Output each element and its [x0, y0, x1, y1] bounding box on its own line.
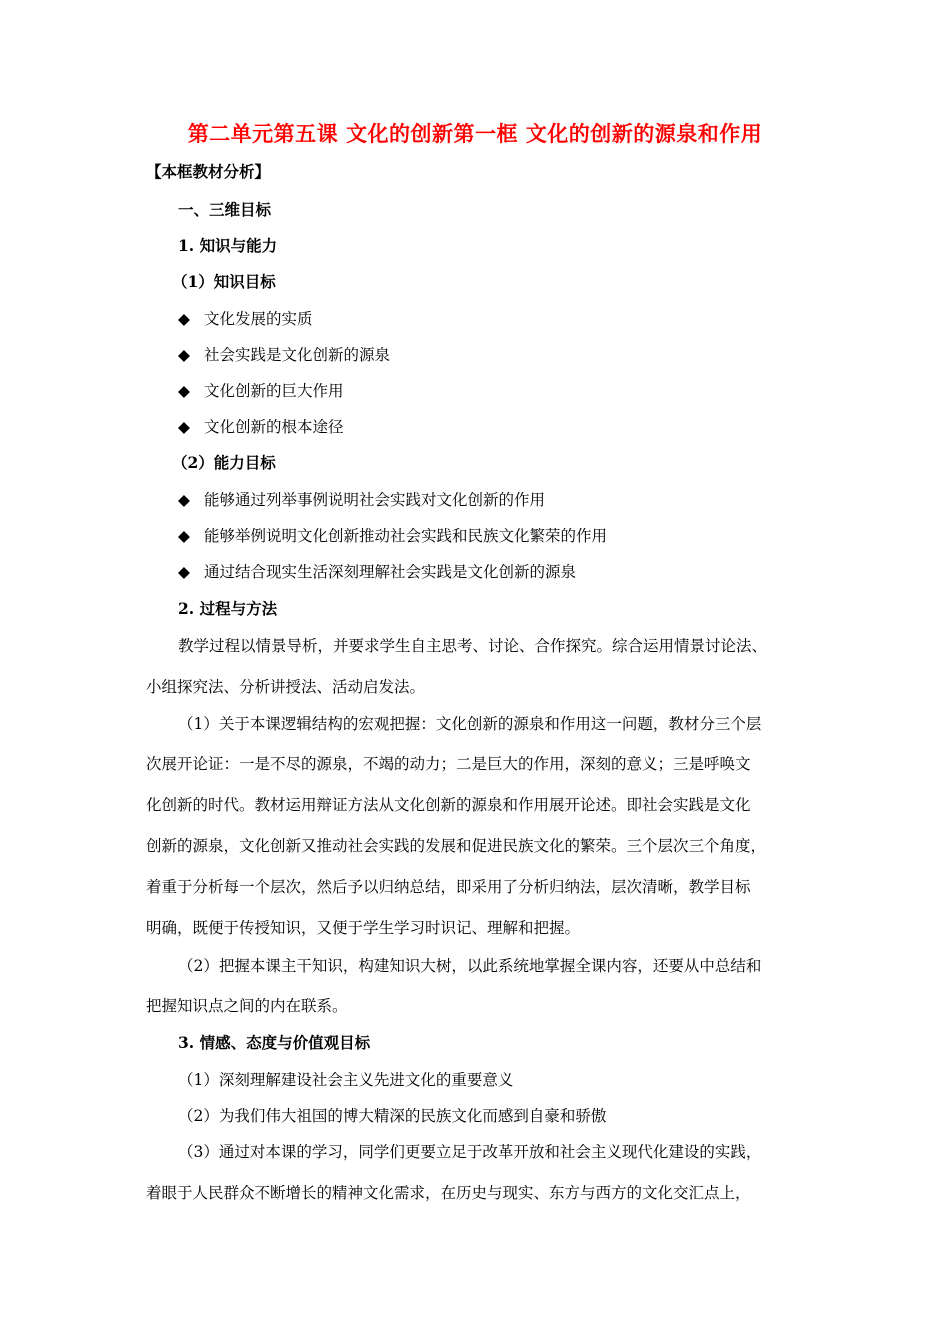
paragraph-line: 把握知识点之间的内在联系。: [146, 997, 348, 1015]
paragraph-line: 着眼于人民群众不断增长的精神文化需求，在历史与现实、东方与西方的文化交汇点上，: [146, 1184, 751, 1202]
paragraph-line: （1）关于本课逻辑结构的宏观把握：文化创新的源泉和作用这一问题，教材分三个层: [178, 715, 762, 733]
paragraph-line: （3）通过对本课的学习，同学们更要立足于改革开放和社会主义现代化建设的实践，: [178, 1143, 762, 1161]
list-item: ◆ 通过结合现实生活深刻理解社会实践是文化创新的源泉: [178, 563, 577, 581]
paragraph-line: 着重于分析每一个层次，然后予以归纳总结，即采用了分析归纳法，层次清晰，教学目标: [146, 878, 751, 896]
diamond-bullet-icon: ◆: [178, 527, 190, 545]
paragraph-line: 小组探究法、分析讲授法、活动启发法。: [146, 678, 426, 696]
diamond-bullet-icon: ◆: [178, 418, 190, 436]
paragraph-line: 次展开论证：一是不尽的源泉，不竭的动力；二是巨大的作用，深刻的意义；三是呼唤文: [146, 755, 751, 773]
diamond-bullet-icon: ◆: [178, 563, 190, 581]
list-item: ◆ 文化发展的实质: [178, 310, 313, 328]
list-item: ◆ 社会实践是文化创新的源泉: [178, 346, 391, 364]
document-title: 第二单元第五课 文化的创新第一框 文化的创新的源泉和作用: [187, 121, 763, 146]
heading-three-dimensional-goals: 一、三维目标: [178, 200, 272, 219]
paragraph-line: （2）为我们伟大祖国的博大精深的民族文化而感到自豪和骄傲: [178, 1107, 607, 1125]
list-item: ◆ 文化创新的巨大作用: [178, 382, 344, 400]
diamond-bullet-icon: ◆: [178, 310, 190, 328]
paragraph-line: （1）深刻理解建设社会主义先进文化的重要意义: [178, 1071, 514, 1089]
paragraph-line: （2）把握本课主干知识，构建知识大树，以此系统地掌握全课内容，还要从中总结和: [178, 957, 762, 975]
diamond-bullet-icon: ◆: [178, 382, 190, 400]
paragraph-line: 创新的源泉，文化创新又推动社会实践的发展和促进民族文化的繁荣。三个层次三个角度，: [146, 837, 767, 855]
paragraph-line: 化创新的时代。教材运用辩证方法从文化创新的源泉和作用展开论述。即社会实践是文化: [146, 796, 751, 814]
diamond-bullet-icon: ◆: [178, 491, 190, 509]
list-item: ◆ 能够举例说明文化创新推动社会实践和民族文化繁荣的作用: [178, 527, 608, 545]
heading-ability-goals: （2）能力目标: [172, 453, 276, 472]
heading-emotion-values: 3. 情感、态度与价值观目标: [178, 1033, 371, 1052]
diamond-bullet-icon: ◆: [178, 346, 190, 364]
list-item: ◆ 文化创新的根本途径: [178, 418, 344, 436]
heading-process-methods: 2. 过程与方法: [178, 599, 278, 618]
paragraph-line: 教学过程以情景导析，并要求学生自主思考、讨论、合作探究。综合运用情景讨论法、: [178, 637, 768, 655]
heading-knowledge-goals: （1）知识目标: [172, 272, 276, 291]
paragraph-line: 明确，既便于传授知识，又便于学生学习时识记、理解和把握。: [146, 919, 581, 937]
heading-knowledge-ability: 1. 知识与能力: [178, 236, 278, 255]
list-item: ◆ 能够通过列举事例说明社会实践对文化创新的作用: [178, 491, 546, 509]
section-header: 【本框教材分析】: [146, 162, 271, 181]
